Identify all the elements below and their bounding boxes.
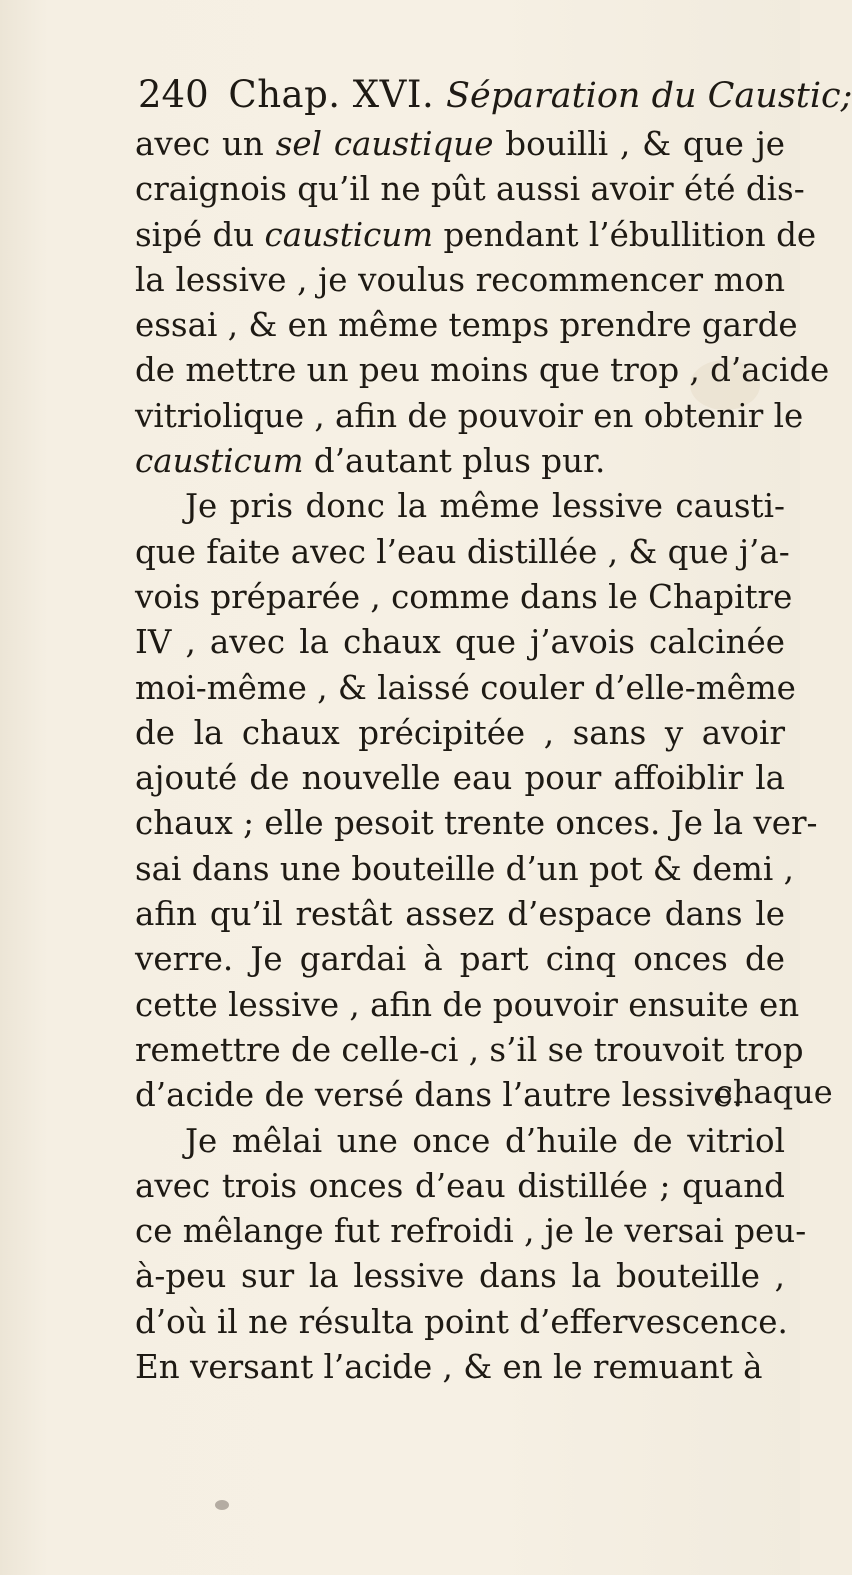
text-line: de mettre un peu moins que trop , d’acide — [135, 351, 830, 390]
running-title: Séparation du Caustic; — [446, 76, 852, 116]
text-line: à-peu sur la lessive dans la bouteille , — [135, 1257, 785, 1296]
text-line: sai dans une bouteille d’un pot & demi , — [135, 849, 794, 888]
text-line: moi-même , & laissé couler d’elle-même — [135, 668, 796, 707]
catchword: chaque — [715, 1073, 833, 1111]
text-line: avec un sel caustique bouilli , & que je — [135, 125, 786, 163]
text-line: essai , & en même temps prendre garde — [135, 306, 798, 345]
text-line: causticum d’autant plus pur. — [135, 442, 606, 481]
text-line: Je pris donc la même lessive causti- — [185, 487, 785, 526]
italic-term: causticum — [135, 442, 304, 481]
text-line: remettre de celle-ci , s’il se trouvoit trop — [135, 1030, 804, 1069]
text-line: IV , avec la chaux que j’avois calcinée — [135, 623, 785, 662]
italic-term: sel caustique — [275, 125, 494, 163]
paper-stain — [215, 1500, 229, 1510]
text-line: vitriolique , afin de pouvoir en obtenir le — [135, 396, 804, 435]
text-line: En versant l’acide , & en le remuant à — [135, 1348, 763, 1387]
text-line: sipé du causticum pendant l’ébullition de — [135, 215, 817, 254]
text-line: que faite avec l’eau distillée , & que j’a- — [135, 532, 790, 571]
text-line: ajouté de nouvelle eau pour affoiblir la — [135, 759, 785, 798]
text-line: chaux ; elle pesoit trente onces. Je la ver- — [135, 804, 818, 843]
page-header — [138, 70, 852, 120]
text-line: de la chaux précipitée , sans y avoir — [135, 713, 785, 752]
body-text — [135, 122, 830, 1390]
text-line: ce mêlange fut refroidi , je le versai peu- — [135, 1212, 807, 1251]
text-line: vois préparée , comme dans le Chapitre — [135, 577, 793, 616]
text-line: cette lessive , afin de pouvoir ensuite en — [135, 985, 800, 1024]
text-line: d’acide de versé dans l’autre lessive. — [135, 1076, 743, 1115]
chapter-label: Chap. XVI. — [228, 73, 435, 116]
italic-term: causticum — [264, 215, 434, 254]
text-line: d’où il ne résulta point d’effervescence. — [135, 1302, 788, 1341]
text-line: verre. Je gardai à part cinq onces de — [135, 940, 785, 979]
text-line: avec trois onces d’eau distillée ; quand — [135, 1166, 785, 1205]
text-line: la lessive , je voulus recommencer mon — [135, 260, 785, 299]
text-line: afin qu’il restât assez d’espace dans le — [135, 895, 785, 934]
text-line: craignois qu’il ne pût aussi avoir été dis- — [135, 170, 805, 209]
page-number: 240 — [138, 73, 209, 116]
text-line: Je mêlai une once d’huile de vitriol — [185, 1121, 785, 1160]
